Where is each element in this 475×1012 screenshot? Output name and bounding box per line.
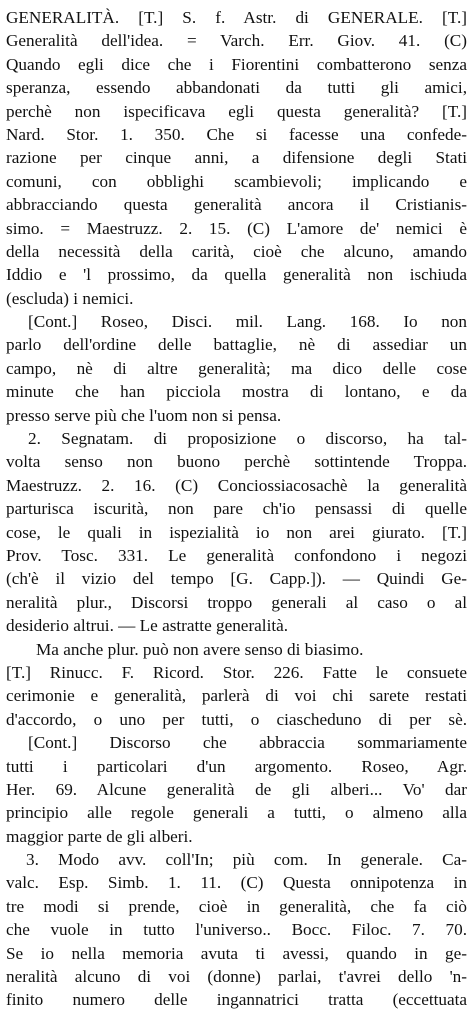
entry-line-2: Generalità dell'idea. = Varch. Err. Giov. 41. (C) bbox=[6, 31, 467, 51]
entry-line-40: che vuole in tutto l'universo.. Bocc. Filoc. 7. 70. bbox=[6, 920, 467, 940]
entry-line-13: (escluda) i nemici. bbox=[6, 288, 134, 308]
entry-line-23: cose, le quali in ispezialità io non arei giurato. [T.] bbox=[6, 522, 467, 542]
entry-line-37: 3. Modo avv. coll'In; più com. In generale. Ca- bbox=[26, 850, 467, 870]
entry-line-26: neralità plur., Discorsi troppo generali al caso o al bbox=[6, 592, 467, 612]
entry-line-28: Ma anche plur. può non avere senso di biasimo. bbox=[36, 639, 364, 659]
entry-line-39: tre modi si prende, cioè in generalità, che fa ciò bbox=[6, 896, 467, 916]
entry-line-27: desiderio altrui. — Le astratte generalità. bbox=[6, 616, 289, 636]
entry-line-21: Maestruzz. 2. 16. (C) Conciossiacosachè la generalità bbox=[6, 475, 467, 495]
entry-line-31: d'accordo, o uno per tutti, o ciascheduno di per sè. bbox=[6, 709, 467, 729]
entry-line-16: campo, nè di altre generalità; ma dico delle cose bbox=[6, 358, 467, 378]
entry-line-10: simo. = Maestruzz. 2. 15. (C) L'amore de' nemici è bbox=[6, 218, 467, 238]
entry-line-4: speranza, essendo abbandonati da tutti gli amici, bbox=[6, 78, 467, 98]
entry-line-5: perchè non ispecificava egli questa generalità? [T.] bbox=[6, 101, 467, 121]
entry-line-12: Iddio e 'l prossimo, da quella generalità non ischiuda bbox=[6, 265, 467, 285]
entry-line-6: Nard. Stor. 1. 350. Che si facesse una confede- bbox=[6, 124, 467, 144]
entry-line-43: finito numero delle ingannatrici tratta (eccettuata bbox=[6, 990, 467, 1010]
entry-line-32: [Cont.] Discorso che abbraccia sommariamente bbox=[28, 733, 467, 753]
entry-line-14: [Cont.] Roseo, Disci. mil. Lang. 168. Io non bbox=[28, 312, 467, 332]
entry-line-18: presso serve più che l'uom non si pensa. bbox=[6, 405, 282, 425]
entry-line-38: valc. Esp. Simb. 1. 11. (C) Questa onnipotenza in bbox=[6, 873, 467, 893]
entry-line-25: (ch'è il vizio del tempo [G. Capp.]). — Quindi Ge- bbox=[6, 569, 467, 589]
entry-line-22: parturisca iscurità, non pare ch'io pensassi di quelle bbox=[6, 499, 467, 519]
entry-line-11: della necessità della carità, cioè che alcuno, amando bbox=[6, 241, 467, 261]
entry-line-41: Se io nella memoria avuta ti avessi, quando in ge- bbox=[6, 943, 467, 963]
entry-line-36: maggior parte de gli alberi. bbox=[6, 826, 193, 846]
entry-line-33: tutti i particolari d'un argomento. Roseo, Agr. bbox=[6, 756, 467, 776]
entry-line-3: Quando egli dice che i Fiorentini combatterono senza bbox=[6, 54, 467, 74]
entry-line-30: cerimonie e generalità, parlerà di voi chi sarete restati bbox=[6, 686, 467, 706]
entry-line-17: minute che han picciola mostra di lontano, e da bbox=[6, 382, 467, 402]
entry-line-19: 2. Segnatam. di proposizione o discorso, ha tal- bbox=[28, 429, 467, 449]
entry-line-8: comuni, con obblighi scambievoli; implicando e bbox=[6, 171, 467, 191]
entry-line-15: parlo dell'ordine delle battaglie, nè di assediar un bbox=[6, 335, 467, 355]
entry-line-29: [T.] Rinucc. F. Ricord. Stor. 226. Fatte le consuete bbox=[6, 662, 467, 682]
entry-line-1: GENERALITÀ. [T.] S. f. Astr. di GENERALE. [T.] bbox=[6, 8, 467, 27]
entry-line-35: principio alle regole generali a tutti, o almeno alla bbox=[6, 803, 467, 823]
entry-line-34: Her. 69. Alcune generalità de gli alberi... Vo' dar bbox=[6, 779, 467, 799]
entry-line-24: Prov. Tosc. 331. Le generalità confondono i negozi bbox=[6, 545, 467, 565]
entry-line-9: abbracciando questa generalità ancora il Cristianis- bbox=[6, 195, 467, 215]
entry-line-42: neralità alcuno di voi (donne) parlai, t'avrei dello 'n- bbox=[6, 967, 467, 987]
entry-line-20: volta senso non buono perchè sottintende Troppa. bbox=[6, 452, 467, 472]
entry-line-7: razione per cinque anni, a difensione degli Stati bbox=[6, 148, 467, 168]
